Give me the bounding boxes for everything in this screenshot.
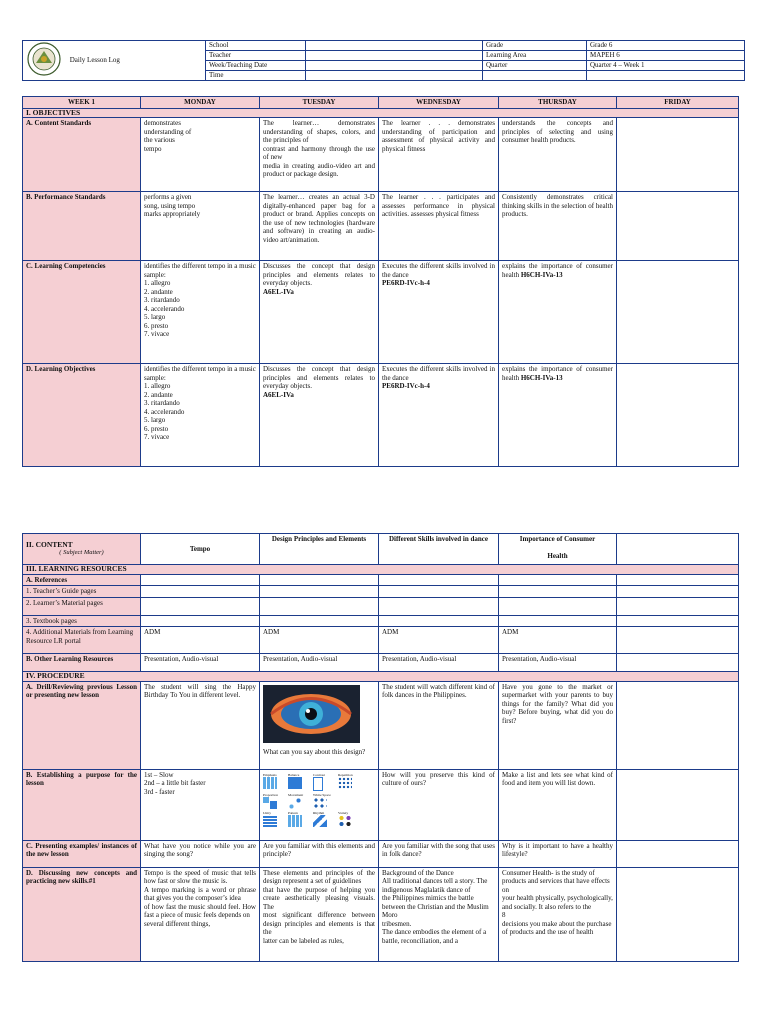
- cell-friday[interactable]: [617, 261, 739, 364]
- cell-tuesday[interactable]: ADM: [260, 627, 379, 654]
- eye-art-image: [263, 685, 375, 746]
- time-label: Time: [206, 70, 306, 80]
- quarter-value[interactable]: Quarter 4 – Week 1: [587, 60, 745, 70]
- competency-code: PE6RD-IVc-h-4: [382, 382, 430, 390]
- empty-cell: [483, 70, 587, 80]
- day-header-week: WEEK 1: [23, 97, 141, 109]
- cell-wednesday[interactable]: [379, 364, 499, 467]
- cell-friday[interactable]: [617, 867, 739, 961]
- row-label: B. Establishing a purpose for the lesson: [23, 769, 141, 840]
- table-row: [23, 840, 739, 867]
- row-label: A. Drill/Reviewing previous Lesson or presenting new lesson: [23, 681, 141, 769]
- cell-wednesday[interactable]: Are you familiar with the song that uses in folk dance?: [379, 840, 499, 867]
- empty-cell: [587, 70, 745, 80]
- cell-thursday[interactable]: [499, 261, 617, 364]
- row-label: A. References: [23, 574, 141, 586]
- table-row: [23, 627, 739, 654]
- cell-monday[interactable]: performs a given song, using tempo marks appropriately: [141, 192, 260, 261]
- cell-tuesday[interactable]: Presentation, Audio-visual: [260, 654, 379, 672]
- cell-wednesday[interactable]: [379, 597, 499, 615]
- principle-unity: Unity: [263, 811, 285, 827]
- days-header-row: [23, 97, 739, 109]
- cell-monday[interactable]: identifies the different tempo in a music sample: 1. allegro 2. andante 3. ritardando 4. accelerando 5. largo 6. presto 7. vivace: [141, 261, 260, 364]
- content-row: [23, 534, 739, 565]
- cell-text: Discusses the concept that design principles and elements relates to everyday objects.: [263, 262, 375, 287]
- table-row: [23, 192, 739, 261]
- cell-tuesday[interactable]: [260, 681, 379, 769]
- row-label: 1. Teacher’s Guide pages: [23, 586, 141, 598]
- content-sublabel: ( Subject Matter): [59, 549, 104, 556]
- cell-thursday[interactable]: Consistently demonstrates critical thinking skills in the selection of health products.: [499, 192, 617, 261]
- competency-code: PE6RD-IVc-h-4: [382, 279, 430, 287]
- cell-tuesday[interactable]: [260, 615, 379, 627]
- cell-text: Discusses the concept that design principles and elements relates to everyday objects.: [263, 365, 375, 390]
- row-label: B. Other Learning Resources: [23, 654, 141, 672]
- cell-wednesday[interactable]: [379, 574, 499, 586]
- cell-friday[interactable]: [617, 627, 739, 654]
- principle-variety: Variety: [338, 811, 360, 827]
- row-label: 4. Additional Materials from Learning Resource LR portal: [23, 627, 141, 654]
- row-label: C. Learning Competencies: [23, 261, 141, 364]
- cell-wednesday[interactable]: [379, 261, 499, 364]
- cell-thursday[interactable]: Consumer Health- is the study of products and services that have effects on your health physically, psychologically, and socially. It also refers to the 8 decisions you make about the purchase of products and the use of health: [499, 867, 617, 961]
- cell-thursday[interactable]: ADM: [499, 627, 617, 654]
- competency-code: A6EL-IVa: [263, 287, 294, 296]
- cell-wednesday[interactable]: The learner . . . participates and assesses performance in physical activities. assesses physical fitness: [379, 192, 499, 261]
- cell-text: Executes the different skills involved in the dance: [382, 262, 495, 279]
- cell-tuesday[interactable]: [260, 769, 379, 840]
- cell-wednesday[interactable]: [379, 615, 499, 627]
- cell-thursday[interactable]: understands the concepts and principles of selecting and using consumer health products.: [499, 118, 617, 192]
- cell-text: Executes the different skills involved in the dance: [382, 365, 495, 382]
- cell-friday[interactable]: [617, 192, 739, 261]
- cell-friday[interactable]: [617, 654, 739, 672]
- row-label: D. Discussing new concepts and practicing new skills.#1: [23, 867, 141, 961]
- table-row: [23, 597, 739, 615]
- cell-monday[interactable]: What have you notice while you are singing the song?: [141, 840, 260, 867]
- teacher-label: Teacher: [206, 50, 306, 60]
- cell-friday[interactable]: [617, 574, 739, 586]
- cell-tuesday[interactable]: The learner… demonstrates understanding of shapes, colors, and the principles of contrast and harmony through the use of new media in creating audio-video art and product or package design.: [260, 118, 379, 192]
- cell-wednesday[interactable]: Background of the Dance All traditional dances tell a story. The indigenous Maglalatik dance of the Philippines mimics the battle between the Christian and the Muslim Moro tribesmen. The dance embodies the element of a battle, reconciliation, and a: [379, 867, 499, 961]
- procedure-table: [22, 533, 739, 962]
- school-value[interactable]: [306, 41, 483, 51]
- cell-thursday[interactable]: Make a list and lets see what kind of food and item you will list down.: [499, 769, 617, 840]
- cell-text: explains the importance of consumer health: [502, 262, 613, 279]
- cell-monday[interactable]: [141, 615, 260, 627]
- content-monday[interactable]: Tempo: [141, 534, 260, 565]
- competency-code: H6CH-IVa-13: [520, 270, 563, 279]
- week-date-label: Week/Teaching Date: [206, 60, 306, 70]
- content-label-cell: [23, 534, 141, 565]
- principle-contrast: Contrast: [313, 773, 335, 791]
- cell-thursday[interactable]: Why is it important to have a healthy lifestyle?: [499, 840, 617, 867]
- day-header-wednesday: WEDNESDAY: [379, 97, 499, 109]
- grade-value[interactable]: Grade 6: [587, 41, 745, 51]
- log-title: Daily Lesson Log: [69, 55, 120, 64]
- cell-wednesday[interactable]: ADM: [379, 627, 499, 654]
- teacher-value[interactable]: [306, 50, 483, 60]
- content-label: II. CONTENT: [26, 539, 73, 549]
- cell-monday[interactable]: [141, 597, 260, 615]
- table-row: [23, 261, 739, 364]
- objectives-title: I. OBJECTIVES: [23, 108, 739, 118]
- cell-tuesday[interactable]: [260, 261, 379, 364]
- cell-friday[interactable]: [617, 364, 739, 467]
- content-friday[interactable]: [617, 534, 739, 565]
- week-date-value[interactable]: [306, 60, 483, 70]
- cell-monday[interactable]: Presentation, Audio-visual: [141, 654, 260, 672]
- cell-tuesday[interactable]: [260, 574, 379, 586]
- procedure-title: IV. PROCEDURE: [23, 672, 739, 682]
- content-thursday[interactable]: Importance of Consumer Health: [499, 534, 617, 565]
- table-row: [23, 615, 739, 627]
- deped-seal-icon: [26, 41, 62, 80]
- cell-thursday[interactable]: [499, 364, 617, 467]
- learning-area-label: Learning Area: [483, 50, 587, 60]
- row-label: A. Content Standards: [23, 118, 141, 192]
- cell-friday[interactable]: [617, 840, 739, 867]
- row-label: 2. Learner’s Material pages: [23, 597, 141, 615]
- cell-wednesday[interactable]: How will you preserve this kind of culture of ours?: [379, 769, 499, 840]
- cell-text: What can you say about this design?: [263, 748, 366, 756]
- cell-monday[interactable]: Tempo is the speed of music that tells how fast or slow the music is. A tempo marking is a word or phrase that gives you the composer’s idea of how fast the music should feel. How fast a piece of music feels depends on several different things,: [141, 867, 260, 961]
- row-label: 3. Textbook pages: [23, 615, 141, 627]
- principle-repetition: Repetition: [338, 773, 360, 791]
- header-table: [22, 40, 745, 81]
- row-label: C. Presenting examples/ instances of the new lesson: [23, 840, 141, 867]
- table-row: [23, 681, 739, 769]
- content-tuesday[interactable]: Design Principles and Elements: [260, 534, 379, 565]
- competency-code: H6CH-IVa-13: [520, 373, 563, 382]
- grade-label: Grade: [483, 41, 587, 51]
- row-label: B. Performance Standards: [23, 192, 141, 261]
- resources-title: III. LEARNING RESOURCES: [23, 565, 739, 575]
- header-logo-cell: [23, 41, 206, 81]
- design-principles-chart: [263, 771, 375, 827]
- table-row: [23, 118, 739, 192]
- principle-rhythm: Rhythm: [313, 811, 335, 827]
- principle-proportion: Proportion: [263, 793, 285, 809]
- cell-friday[interactable]: [617, 615, 739, 627]
- table-row: [23, 654, 739, 672]
- learning-area-value[interactable]: MAPEH 6: [587, 50, 745, 60]
- cell-friday[interactable]: [617, 586, 739, 598]
- cell-wednesday[interactable]: Presentation, Audio-visual: [379, 654, 499, 672]
- cell-monday[interactable]: [141, 586, 260, 598]
- table-row: [23, 574, 739, 586]
- cell-friday[interactable]: [617, 597, 739, 615]
- cell-wednesday[interactable]: [379, 586, 499, 598]
- content-wednesday[interactable]: Different Skills involved in dance: [379, 534, 499, 565]
- cell-tuesday[interactable]: Are you familiar with this elements and principle?: [260, 840, 379, 867]
- principle-balance: Balance: [288, 773, 310, 791]
- cell-thursday[interactable]: [499, 586, 617, 598]
- cell-friday[interactable]: [617, 769, 739, 840]
- school-label: School: [206, 41, 306, 51]
- day-header-tuesday: TUESDAY: [260, 97, 379, 109]
- principle-white-space: White Space: [313, 793, 335, 809]
- day-header-monday: MONDAY: [141, 97, 260, 109]
- cell-thursday[interactable]: Have you gone to the market or supermarket with your parents to buy things for the family? What did you buy? Before buying, what did you do first?: [499, 681, 617, 769]
- table-row: [23, 867, 739, 961]
- principle-pattern: Pattern: [288, 811, 310, 827]
- cell-tuesday[interactable]: These elements and principles of the design represent a set of guidelines that have the purpose of helping you create aesthetically pleasing visuals. The most significant difference between design principles and elements is that the latter can be labeled as rules,: [260, 867, 379, 961]
- row-label: D. Learning Objectives: [23, 364, 141, 467]
- cell-monday[interactable]: [141, 574, 260, 586]
- cell-tuesday[interactable]: The learner… creates an actual 3-D digitally-enhanced paper bag for a product or brand. Applies concepts on the use of new technologies (hardware and software) in creating an audio-video art/animation.: [260, 192, 379, 261]
- cell-tuesday[interactable]: [260, 364, 379, 467]
- time-value[interactable]: [306, 70, 483, 80]
- cell-thursday[interactable]: [499, 574, 617, 586]
- cell-monday[interactable]: 1st – Slow 2nd – a little bit faster 3rd - faster: [141, 769, 260, 840]
- cell-thursday[interactable]: [499, 615, 617, 627]
- cell-friday[interactable]: [617, 118, 739, 192]
- principle-emphasis: Emphasis: [263, 773, 285, 791]
- competency-code: A6EL-IVa: [263, 390, 294, 399]
- objectives-table: [22, 96, 739, 467]
- table-row: [23, 364, 739, 467]
- cell-wednesday[interactable]: The learner . . . demonstrates understanding of participation and assessment of physical activity and physical fitness: [379, 118, 499, 192]
- cell-thursday[interactable]: Presentation, Audio-visual: [499, 654, 617, 672]
- cell-monday[interactable]: demonstrates understanding of the various tempo: [141, 118, 260, 192]
- cell-wednesday[interactable]: The student will watch different kind of folk dances in the Philippines.: [379, 681, 499, 769]
- table-row: [23, 769, 739, 840]
- table-row: [23, 586, 739, 598]
- cell-tuesday[interactable]: [260, 586, 379, 598]
- cell-thursday[interactable]: [499, 597, 617, 615]
- cell-friday[interactable]: [617, 681, 739, 769]
- cell-monday[interactable]: The student will sing the Happy Birthday To You in different level.: [141, 681, 260, 769]
- cell-monday[interactable]: identifies the different tempo in a music sample: 1. allegro 2. andante 3. ritardando 4. accelerando 5. largo 6. presto 7. vivace: [141, 364, 260, 467]
- day-header-thursday: THURSDAY: [499, 97, 617, 109]
- cell-text: explains the importance of consumer health: [502, 365, 613, 382]
- quarter-label: Quarter: [483, 60, 587, 70]
- cell-tuesday[interactable]: [260, 597, 379, 615]
- principle-movement: Movement: [288, 793, 310, 809]
- day-header-friday: FRIDAY: [617, 97, 739, 109]
- cell-monday[interactable]: ADM: [141, 627, 260, 654]
